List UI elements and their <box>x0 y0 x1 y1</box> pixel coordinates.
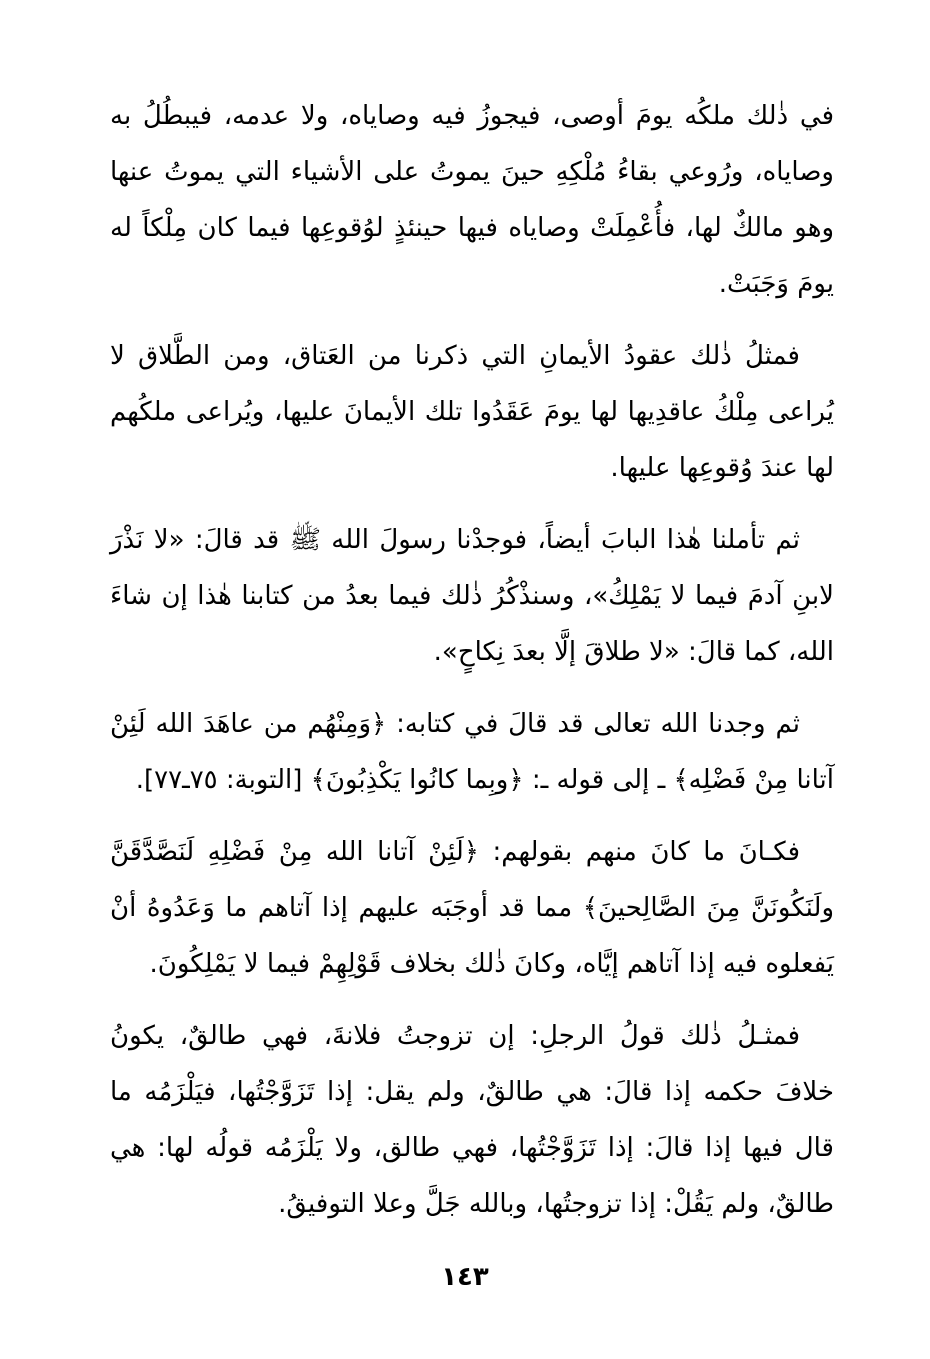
page-number: ١٤٣ <box>441 1262 489 1292</box>
paragraph: فكـانَ ما كانَ منهم بقولهم: ﴿لَئِنْ آتانا الله مِنْ فَضْلِهِ لَنَصَّدَّقَنَّ ولَنَكُونَنَّ مِنَ الصَّالِحينَ﴾ مما قد أوجَبَه عليهم إذا آتاهم ما وَعَدُوهُ أنْ يَفعلوه فيه إذا آتاهم إيَّاه، وكانَ ذٰلك بخلاف قَوْلِهِمْ فيما لا يَمْلِكُونَ. <box>110 837 834 979</box>
paragraph: فمثـلُ ذٰلك قولُ الرجلِ: إن تزوجتُ فلانةَ، فهي طالقٌ، يكونُ خلافَ حكمه إذا قالَ: هي طالقٌ، ولم يقل: إذا تَزَوَّجْتُها، فيَلْزَمُه ما قال فيها إذا قالَ: إذا تَزَوَّجْتُها، فهي طالق، ولا يَلْزَمُه قولُه لها: هي طالقٌ، ولم يَقُلْ: إذا تزوجتُها، وبالله جَلَّ وعلا التوفيقُ. <box>110 1021 834 1219</box>
paragraph: فمثلُ ذٰلك عقودُ الأيمانِ التي ذكرنا من العَتاق، ومن الطَّلاق لا يُراعى مِلْكُ عاقدِيها لها يومَ عَقَدُوا تلك الأيمانَ عليها، ويُراعى ملكُهم لها عندَ وُقوعِها عليها. <box>110 341 834 483</box>
paragraph: ثم تأملنا هٰذا البابَ أيضاً، فوجدْنا رسولَ الله ﷺ قد قالَ: «لا نَذْرَ لابنِ آدمَ فيما لا يَمْلِكُ»، وسنذْكُرُ ذٰلك فيما بعدُ من كتابنا هٰذا إن شاءَ الله، كما قالَ: «لا طلاقَ إلَّا بعدَ نِكاحٍ». <box>110 525 834 667</box>
body-text <box>110 88 834 1248</box>
paragraph: في ذٰلك ملكُه يومَ أوصى، فيجوزُ فيه وصاياه، ولا عدمه، فيبطُلُ به وصاياه، ورُوعي بقاءُ مُلْكِهِ حينَ يموتُ على الأشياء التي يموتُ عنها وهو مالكٌ لها، فأُعْمِلَتْ وصاياه فيها حينئذٍ لوُقوعِها فيما كان مِلْكاً له يومَ وَجَبَتْ. <box>110 101 834 299</box>
paragraph: ثم وجدنا الله تعالى قد قالَ في كتابه: ﴿وَمِنْهُم من عاهَدَ الله لَئِنْ آتانا مِنْ فَضْلِه﴾ ـ إلى قوله ـ: ﴿وبِما كانُوا يَكْذِبُونَ﴾ [التوبة: ٧٥ـ٧٧]. <box>110 709 834 795</box>
